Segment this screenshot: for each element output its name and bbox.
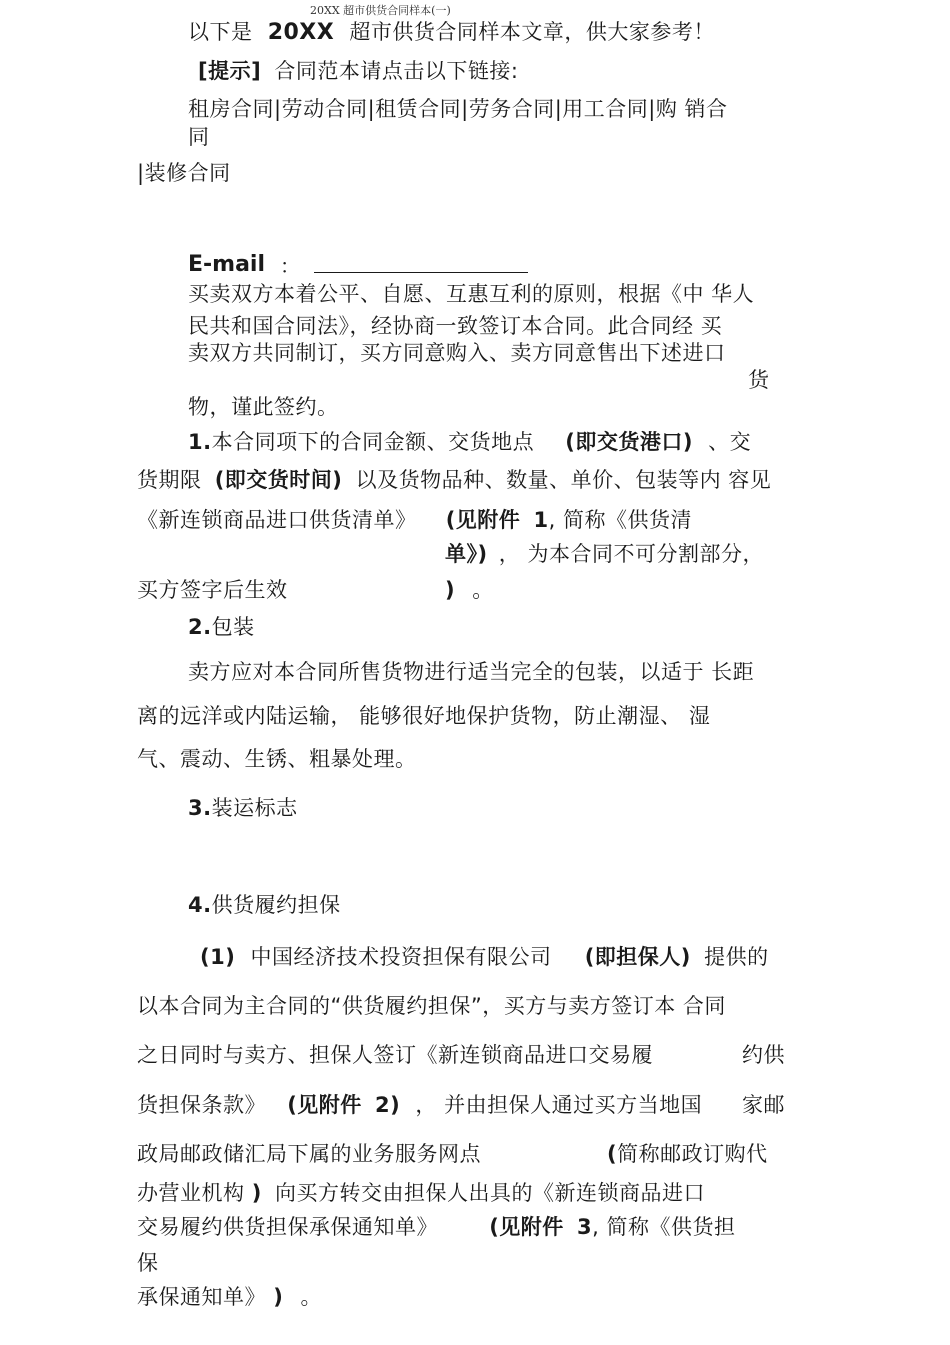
tip-text: 合同范本请点击以下链接: xyxy=(274,59,519,83)
clause-4-text-6a: 办营业机构 xyxy=(137,1181,245,1205)
tip-label: [提示] xyxy=(198,59,262,83)
clause-1-text-o: 。 xyxy=(472,578,494,602)
preamble-line-4: 货 xyxy=(748,368,770,392)
clause-4-text-5b: ( xyxy=(607,1142,618,1166)
intro-year: 20XX xyxy=(267,20,335,45)
clause-4-heading xyxy=(188,892,341,918)
clause-1-line-2 xyxy=(137,467,771,493)
clause-1-time: (即交货时间) xyxy=(214,468,343,492)
clause-1-text-k: 单》) xyxy=(445,542,488,566)
intro-line xyxy=(188,19,715,46)
clause-4-text-7d: , 简称《供货担 xyxy=(592,1215,736,1239)
clause-2-title: 包装 xyxy=(211,615,255,639)
clause-4-text-7a: 交易履约供货担保承保通知单》 xyxy=(137,1215,438,1239)
email-colon: ： xyxy=(280,254,300,278)
clause-4-line-6 xyxy=(137,1180,705,1206)
clause-4-guarantor: 中国经济技术投资担保有限公司 xyxy=(250,945,552,969)
clause-1-text-g: 《新连锁商品进口供货清单》 xyxy=(137,508,417,532)
clause-1-text-d: 货期限 xyxy=(137,468,202,492)
preamble-line-1: 买卖双方本着公平、自愿、互惠互利的原则，根据《中 华人 xyxy=(188,282,755,306)
clause-3-number: 3. xyxy=(188,796,212,820)
clause-4-line-1 xyxy=(200,944,769,970)
clause-2-heading xyxy=(188,614,255,640)
clause-4-annex-2: 2) xyxy=(374,1093,401,1117)
clause-1-text-f: 以及货物品种、数量、单价、包装等内 容见 xyxy=(355,468,772,492)
clause-4-line-9 xyxy=(137,1284,322,1310)
clause-1-text-n: ) xyxy=(445,578,456,602)
clause-4-text-5c: 简称邮政订购代 xyxy=(617,1142,768,1166)
clause-4-title: 供货履约担保 xyxy=(211,893,341,917)
contract-links-line-decoration[interactable]: |装修合同 xyxy=(137,161,231,185)
clause-1-number: 1. xyxy=(188,430,212,454)
preamble-line-5: 物，谨此签约。 xyxy=(188,395,339,419)
clause-1-line-4 xyxy=(445,541,764,567)
clause-4-text-4b: (见附件 xyxy=(287,1093,362,1117)
clause-1-line-5-end xyxy=(445,577,494,603)
clause-4-line-3: 之日同时与卖方、担保人签订《新连锁商品进口交易履 xyxy=(137,1043,653,1067)
clause-4-text-6c: 向买方转交由担保人出具的《新连锁商品进口 xyxy=(274,1181,705,1205)
clause-4-line-4-end: 家邮 xyxy=(742,1093,785,1117)
clause-4-guarantor-note: (即担保人) xyxy=(584,945,691,969)
clause-4-text-4d: ， 并由担保人通过买方当地国 xyxy=(415,1093,703,1117)
clause-1-text-a: 本合同项下的合同金额、交货地点 xyxy=(211,430,535,454)
clause-4-sub-number: (1) xyxy=(200,945,236,969)
email-blank-field xyxy=(314,272,528,273)
intro-suffix: 超市供货合同样本文章，供大家参考！ xyxy=(349,20,715,44)
clause-1-text-l: ， 为本合同不可分割部分， xyxy=(498,542,764,566)
clause-2-line-1: 卖方应对本合同所售货物进行适当完全的包装，以适于 长距 xyxy=(188,660,755,684)
clause-3-title: 装运标志 xyxy=(211,796,298,820)
clause-4-annex-3: 3 xyxy=(576,1215,593,1239)
clause-3-heading xyxy=(188,795,298,821)
clause-4-line-4 xyxy=(137,1092,702,1118)
clause-4-text-9c: 。 xyxy=(300,1285,322,1309)
email-label: E-mail xyxy=(188,252,266,277)
clause-1-line-3 xyxy=(137,507,692,533)
clause-1-text-c: 、交 xyxy=(708,430,752,454)
clause-4-text-9a: 承保通知单》 xyxy=(137,1285,266,1309)
clause-2-line-3: 气、震动、生锈、粗暴处理。 xyxy=(137,747,417,771)
running-header: 20XX 超市供货合同样本(一) xyxy=(310,4,451,17)
clause-4-text-7b: (见附件 xyxy=(489,1215,564,1239)
preamble-line-3: 卖双方共同制订，买方同意购入、卖方同意售出下述进口 xyxy=(188,341,726,365)
contract-links-line-wrap[interactable]: 同 xyxy=(188,125,210,149)
preamble-line-2: 民共和国合同法》，经协商一致签订本合同。此合同经 买 xyxy=(188,314,723,338)
clause-1-text-j: , 简称《供货清 xyxy=(548,508,692,532)
clause-4-text-c: 提供的 xyxy=(704,945,769,969)
clause-4-line-8: 保 xyxy=(137,1251,159,1275)
clause-1-annex-num: 1 xyxy=(533,508,549,532)
clause-4-text-6b: ) xyxy=(251,1181,262,1205)
contract-links-line[interactable]: 租房合同|劳动合同|租赁合同|劳务合同|用工合同|购 销合 xyxy=(188,97,728,121)
clause-1-text-h: (见附件 xyxy=(445,508,521,532)
clause-4-line-7 xyxy=(137,1214,735,1240)
clause-2-line-2: 离的远洋或内陆运输， 能够很好地保护货物，防止潮湿、 湿 xyxy=(137,704,711,728)
clause-2-number: 2. xyxy=(188,615,212,639)
tip-line xyxy=(198,58,518,84)
intro-prefix: 以下是 xyxy=(188,20,253,44)
clause-4-line-2: 以本合同为主合同的“供货履约担保”，买方与卖方签订本 合同 xyxy=(137,994,726,1018)
clause-4-line-5-end xyxy=(607,1141,768,1167)
clause-4-number: 4. xyxy=(188,893,212,917)
clause-4-text-9b: ) xyxy=(273,1285,284,1309)
clause-1-line-5: 买方签字后生效 xyxy=(137,578,288,602)
clause-1-port: (即交货港口) xyxy=(565,430,693,454)
clause-4-line-5: 政局邮政储汇局下属的业务服务网点 xyxy=(137,1142,481,1166)
clause-1-line-1 xyxy=(188,429,751,455)
clause-4-text-4a: 货担保条款》 xyxy=(137,1093,266,1117)
clause-4-line-3-end: 约供 xyxy=(742,1043,785,1067)
